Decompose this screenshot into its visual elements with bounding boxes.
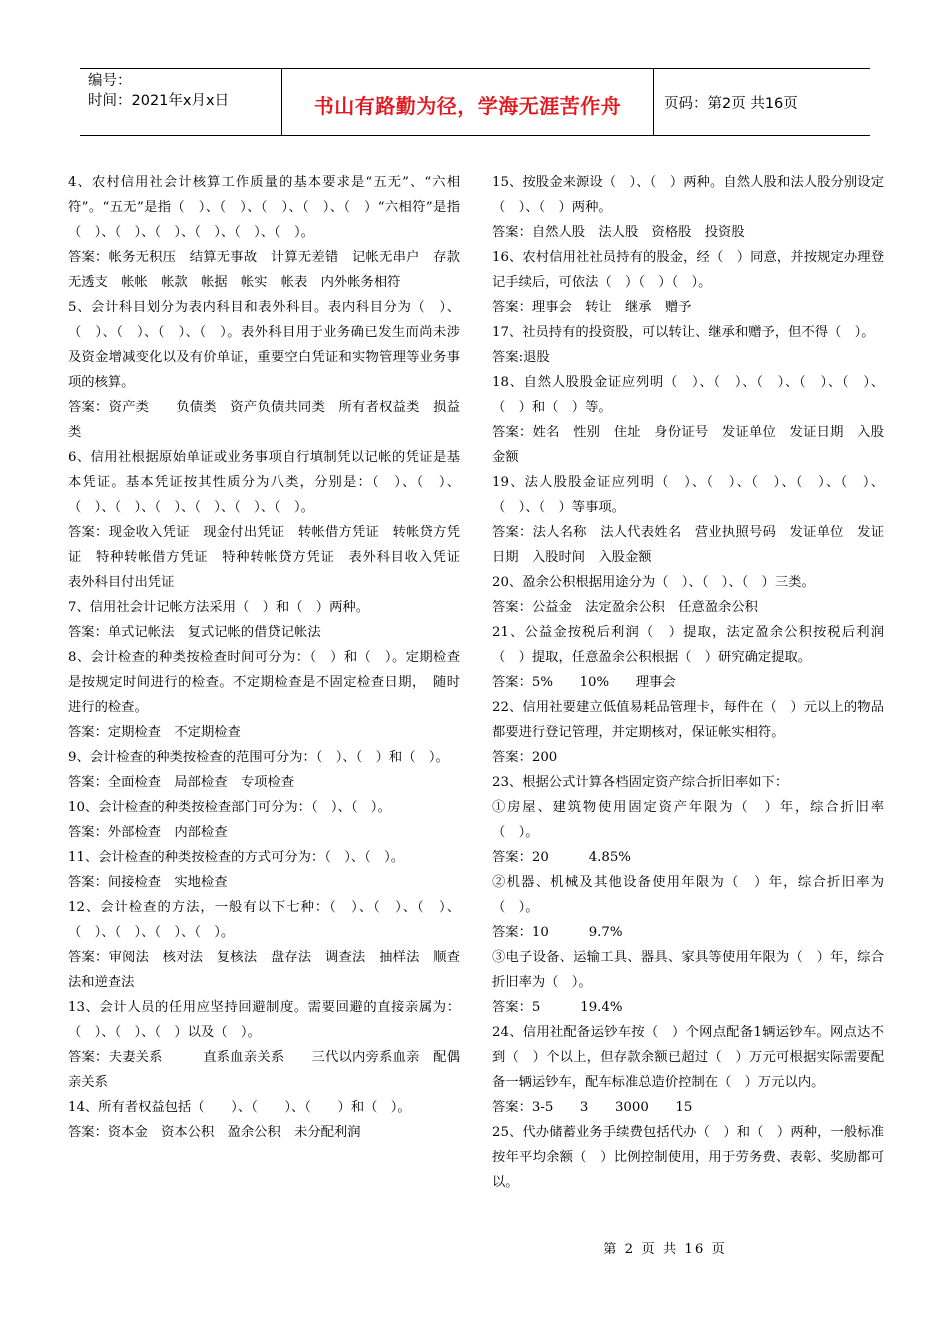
question-text: 24、信用社配备运钞车按（ ）个网点配备1辆运钞车。网点达不到（ ）个以上，但存款余额已超过（ ）万元可根据实际需要配备一辆运钞车，配车标准总造价控制在（ ）万元以内。 [492, 1025, 884, 1090]
answer-line: 答案：帐务无积压 结算无事故 计算无差错 记帐无串户 存款无透支 帐帐 帐款 帐据 帐实 帐表 内外帐务相符 [68, 250, 460, 290]
question-text: 9、会计检查的种类按检查的范围可分为：（ ）、（ ）和（ ）。 [68, 750, 449, 765]
header-page-cell [654, 69, 870, 135]
answer-line: 答案：姓名 性别 住址 身份证号 发证单位 发证日期 入股金额 [492, 425, 884, 465]
motto: 书山有路勤为径，学海无涯苦作舟 [313, 93, 622, 118]
answer-line: 答案：10 9.7% [492, 925, 623, 940]
question-text: ②机器、机械及其他设备使用年限为（ ）年，综合折旧率为（ ）。 [492, 875, 884, 915]
answer-line: 答案:退股 [492, 350, 550, 365]
answer-line: 答案：外部检查 内部检查 [68, 825, 228, 840]
answer-line: 答案：间接检查 实地检查 [68, 875, 228, 890]
answer-line: 答案：自然人股 法人股 资格股 投资股 [492, 225, 745, 240]
answer-line: 答案：5 19.4% [492, 1000, 623, 1015]
question-text: ①房屋、建筑物使用固定资产年限为（ ）年，综合折旧率（ ）。 [492, 800, 884, 840]
question-text: 18、自然人股股金证应列明（ ）、（ ）、（ ）、（ ）、（ ）、（ ）和（ ）等。 [492, 375, 884, 415]
answer-line: 答案：夫妻关系 直系血亲关系 三代以内旁系血亲 配偶亲关系 [68, 1050, 460, 1090]
doc-date: 时间：2021年x月x日 [88, 93, 230, 109]
right-column [492, 170, 884, 1195]
question-text: 20、盈余公积根据用途分为（ ）、（ ）、（ ）三类。 [492, 575, 815, 590]
answer-line: 答案：全面检查 局部检查 专项检查 [68, 775, 295, 790]
header-meta [80, 69, 282, 135]
answer-line: 答案：资产类 负债类 资产负债共同类 所有者权益类 损益类 [68, 400, 460, 440]
question-text: 15、按股金来源设（ ）、（ ）两种。自然人股和法人股分别设定（ ）、（ ）两种。 [492, 175, 884, 215]
answer-line: 答案：200 [492, 750, 558, 765]
question-text: 11、会计检查的种类按检查的方式可分为：（ ）、（ ）。 [68, 850, 405, 865]
answer-line: 答案：审阅法 核对法 复核法 盘存法 调查法 抽样法 顺查法和逆查法 [68, 950, 460, 990]
question-text: 4、农村信用社会计核算工作质量的基本要求是“五无”、“六相符”。“五无”是指（ ）、（ ）、（ ）、（ ）、（ ）“六相符”是指（ ）、（ ）、（ ）、（ ）、（ ）、（ ）。 [68, 175, 460, 240]
question-text: 19、法人股股金证应列明（ ）、（ ）、（ ）、（ ）、（ ）、（ ）、（ ）等事项。 [492, 475, 884, 515]
question-text: 21、公益金按税后利润（ ）提取，法定盈余公积按税后利润（ ）提取，任意盈余公积根据（ ）研究确定提取。 [492, 625, 884, 665]
page-footer: 第 2 页 共 16 页 [603, 1242, 727, 1257]
question-text: 7、信用社会计记帐方法采用（ ）和（ ）两种。 [68, 600, 369, 615]
answer-line: 答案：20 4.85% [492, 850, 631, 865]
answer-line: 答案：现金收入凭证 现金付出凭证 转帐借方凭证 转帐贷方凭证 特种转帐借方凭证 特种转帐贷方凭证 表外科目收入凭证 表外科目付出凭证 [68, 525, 487, 590]
question-text: 25、代办储蓄业务手续费包括代办（ ）和（ ）两种，一般标准按年平均余额（ ）比例控制使用，用于劳务费、表彰、奖励都可以。 [492, 1125, 884, 1190]
answer-line: 答案：资本金 资本公积 盈余公积 未分配利润 [68, 1125, 361, 1140]
answer-line: 答案：理事会 转让 继承 赠予 [492, 300, 692, 315]
question-text: 13、会计人员的任用应坚持回避制度。需要回避的直接亲属为：（ ）、（ ）、（ ）以及（ ）。 [68, 1000, 460, 1040]
question-text: 8、会计检查的种类按检查时间可分为：（ ）和（ ）。定期检查是按规定时间进行的检查。不定期检查是不固定检查日期， 随时进行的检查。 [68, 650, 460, 715]
answer-line: 答案：法人名称 法人代表姓名 营业执照号码 发证单位 发证日期 入股时间 入股金额 [492, 525, 884, 565]
page-indicator: 页码：第2页 共16页 [664, 95, 798, 112]
question-text: 16、农村信用社社员持有的股金，经（ ）同意，并按规定办理登记手续后，可依法（ ）（ ）（ ）。 [492, 250, 884, 290]
question-text: 6、信用社根据原始单证或业务事项自行填制凭以记帐的凭证是基本凭证。基本凭证按其性质分为八类，分别是：（ ）、（ ）、（ ）、（ ）、（ ）、（ ）、（ ）、（ ）。 [68, 450, 460, 515]
answer-line: 答案：定期检查 不定期检查 [68, 725, 241, 740]
answer-line: 答案：公益金 法定盈余公积 任意盈余公积 [492, 600, 758, 615]
question-text: 17、社员持有的投资股，可以转让、继承和赠予，但不得（ ）。 [492, 325, 875, 340]
header-motto-cell [282, 69, 654, 135]
left-column [68, 170, 487, 1145]
question-text: 10、会计检查的种类按检查部门可分为：（ ）、（ ）。 [68, 800, 391, 815]
doc-number-label: 编号： [88, 73, 132, 89]
answer-line: 答案：单式记帐法 复式记帐的借贷记帐法 [68, 625, 321, 640]
question-text: 14、所有者权益包括（ ）、（ ）、（ ）和（ ）。 [68, 1100, 411, 1115]
question-text: 22、信用社要建立低值易耗品管理卡，每件在（ ）元以上的物品都要进行登记管理，并定期核对，保证帐实相符。 [492, 700, 884, 740]
question-text: 23、根据公式计算各档固定资产综合折旧率如下： [492, 775, 789, 790]
answer-line: 答案：5% 10% 理事会 [492, 675, 676, 690]
question-text: 12、会计检查的方法，一般有以下七种：（ ）、（ ）、（ ）、（ ）、（ ）、（ ）、（ ）。 [68, 900, 460, 940]
question-text: 5、会计科目划分为表内科目和表外科目。表内科目分为（ ）、（ ）、（ ）、（ ）、（ ）。表外科目用于业务确已发生而尚未涉及资金增减变化以及有价单证，重要空白凭证和实物管理等业务事项的核算。 [68, 300, 460, 390]
question-text: ③电子设备、运输工具、器具、家具等使用年限为（ ）年，综合折旧率为（ ）。 [492, 950, 884, 990]
page-header [80, 68, 870, 136]
answer-line: 答案：3-5 3 3000 15 [492, 1100, 693, 1115]
